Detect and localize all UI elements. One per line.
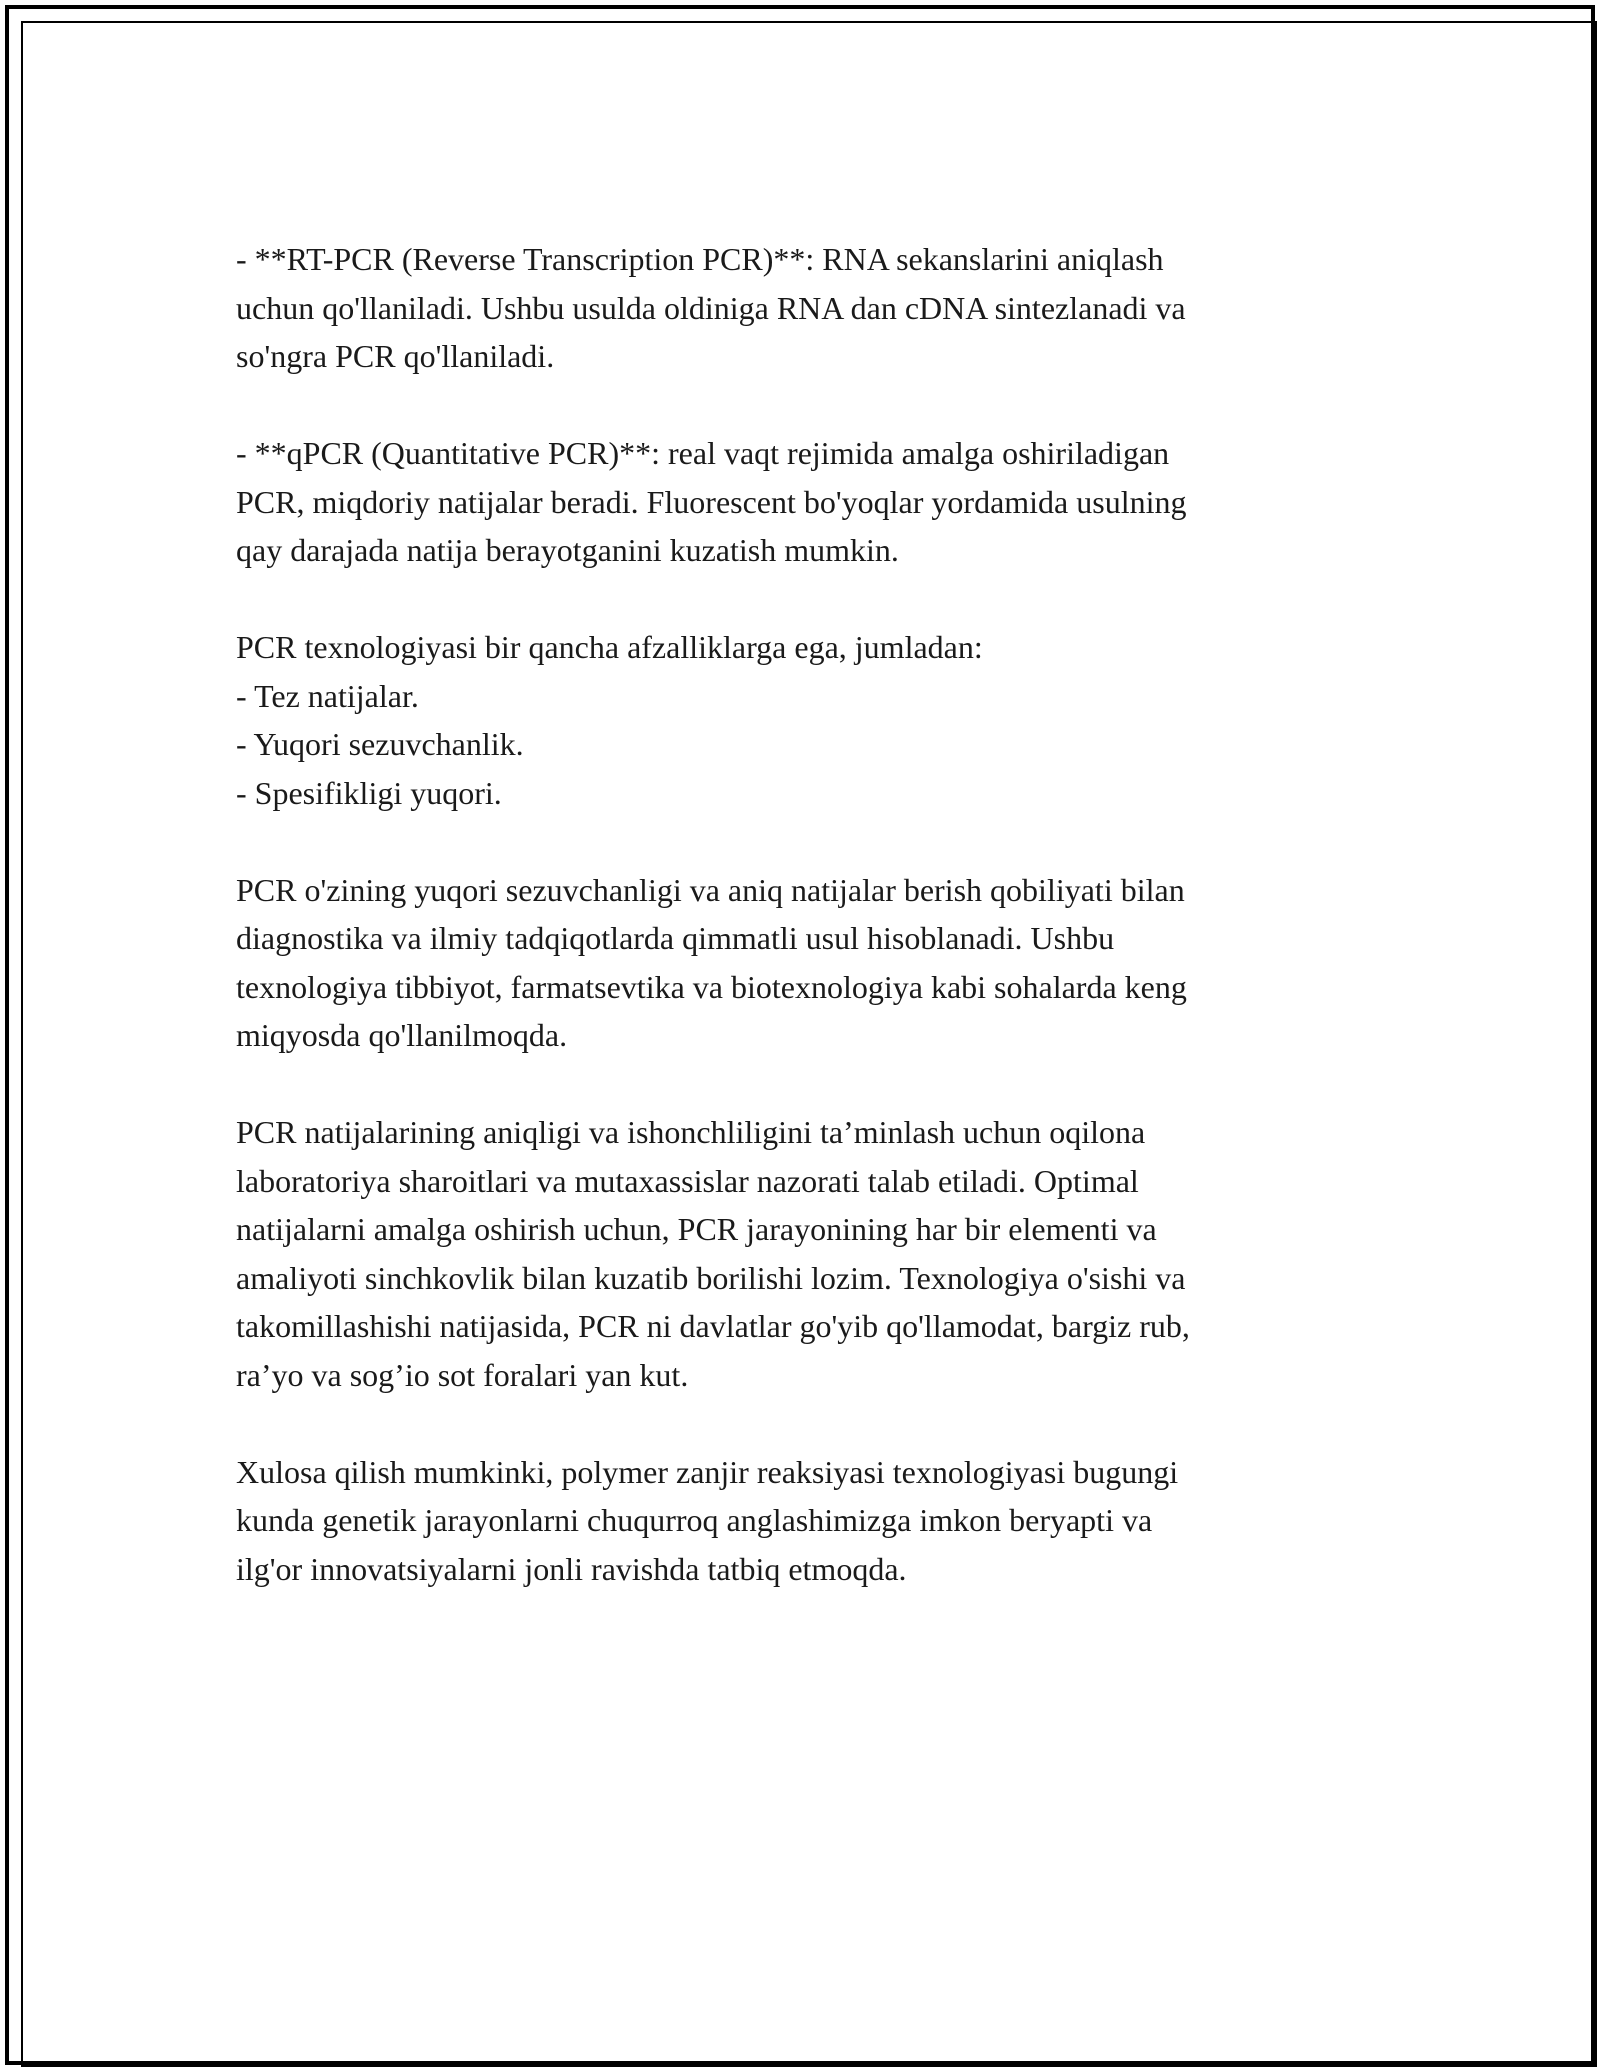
text-line: - **qPCR (Quantitative PCR)**: real vaqt rejimida amalga oshiriladigan	[236, 435, 1170, 471]
text-line: ilg'or innovatsiyalarni jonli ravishda tatbiq etmoqda.	[236, 1550, 907, 1587]
text-line: Xulosa qilish mumkinki, polymer zanjir reaksiyasi texnologiyasi bugungi	[236, 1453, 1179, 1490]
text-line: miqyosda qo'llanilmoqda.	[236, 1017, 568, 1053]
text-line: PCR texnologiyasi bir qancha afzalliklarga ega, jumladan:	[236, 629, 983, 665]
document-body	[236, 235, 1366, 1642]
text-line: PCR o'zining yuqori sezuvchanligi va aniq natijalar berish qobiliyati bilan	[236, 871, 1185, 908]
list-item: - Yuqori sezuvchanlik.	[236, 726, 524, 762]
text-line: laboratoriya sharoitlari va mutaxassislar nazorati talab etiladi. Optimal	[236, 1162, 1139, 1199]
list-item: - Tez natijalar.	[236, 677, 419, 714]
text-line: uchun qo'llaniladi. Ushbu usulda oldiniga RNA dan cDNA sintezlanadi va	[236, 289, 1186, 326]
paragraph-advantages	[236, 623, 1366, 817]
paragraph-sensitivity	[236, 866, 1366, 1060]
text-line: ra’yo va sog’io sot foralari yan kut.	[236, 1356, 689, 1393]
text-line: natijalarni amalga oshirish uchun, PCR jarayonining har bir elementi va	[236, 1211, 1157, 1247]
text-line: PCR, miqdoriy natijalar beradi. Fluorescent bo'yoqlar yordamida usulning	[236, 483, 1187, 520]
text-line: - **RT-PCR (Reverse Transcription PCR)**: RNA sekanslarini aniqlash	[236, 241, 1164, 277]
paragraph-qpcr	[236, 429, 1366, 575]
text-line: diagnostika va ilmiy tadqiqotlarda qimmatli usul hisoblanadi. Ushbu	[236, 920, 1115, 956]
paragraph-conclusion	[236, 1448, 1366, 1594]
text-line: takomillashishi natijasida, PCR ni davlatlar go'yib qo'llamodat, bargiz rub,	[236, 1308, 1190, 1344]
paragraph-rt-pcr	[236, 235, 1366, 381]
paragraph-reliability	[236, 1108, 1366, 1399]
text-line: texnologiya tibbiyot, farmatsevtika va biotexnologiya kabi sohalarda keng	[236, 968, 1187, 1005]
text-line: PCR natijalarining aniqligi va ishonchliligini ta’minlash uchun oqilona	[236, 1114, 1146, 1150]
text-line: so'ngra PCR qo'llaniladi.	[236, 338, 555, 374]
text-line: qay darajada natija berayotganini kuzatish mumkin.	[236, 532, 899, 568]
text-line: kunda genetik jarayonlarni chuqurroq anglashimizga imkon beryapti va	[236, 1502, 1153, 1538]
text-line: amaliyoti sinchkovlik bilan kuzatib borilishi lozim. Texnologiya o'sishi va	[236, 1259, 1186, 1296]
list-item: - Spesifikligi yuqori.	[236, 774, 502, 811]
